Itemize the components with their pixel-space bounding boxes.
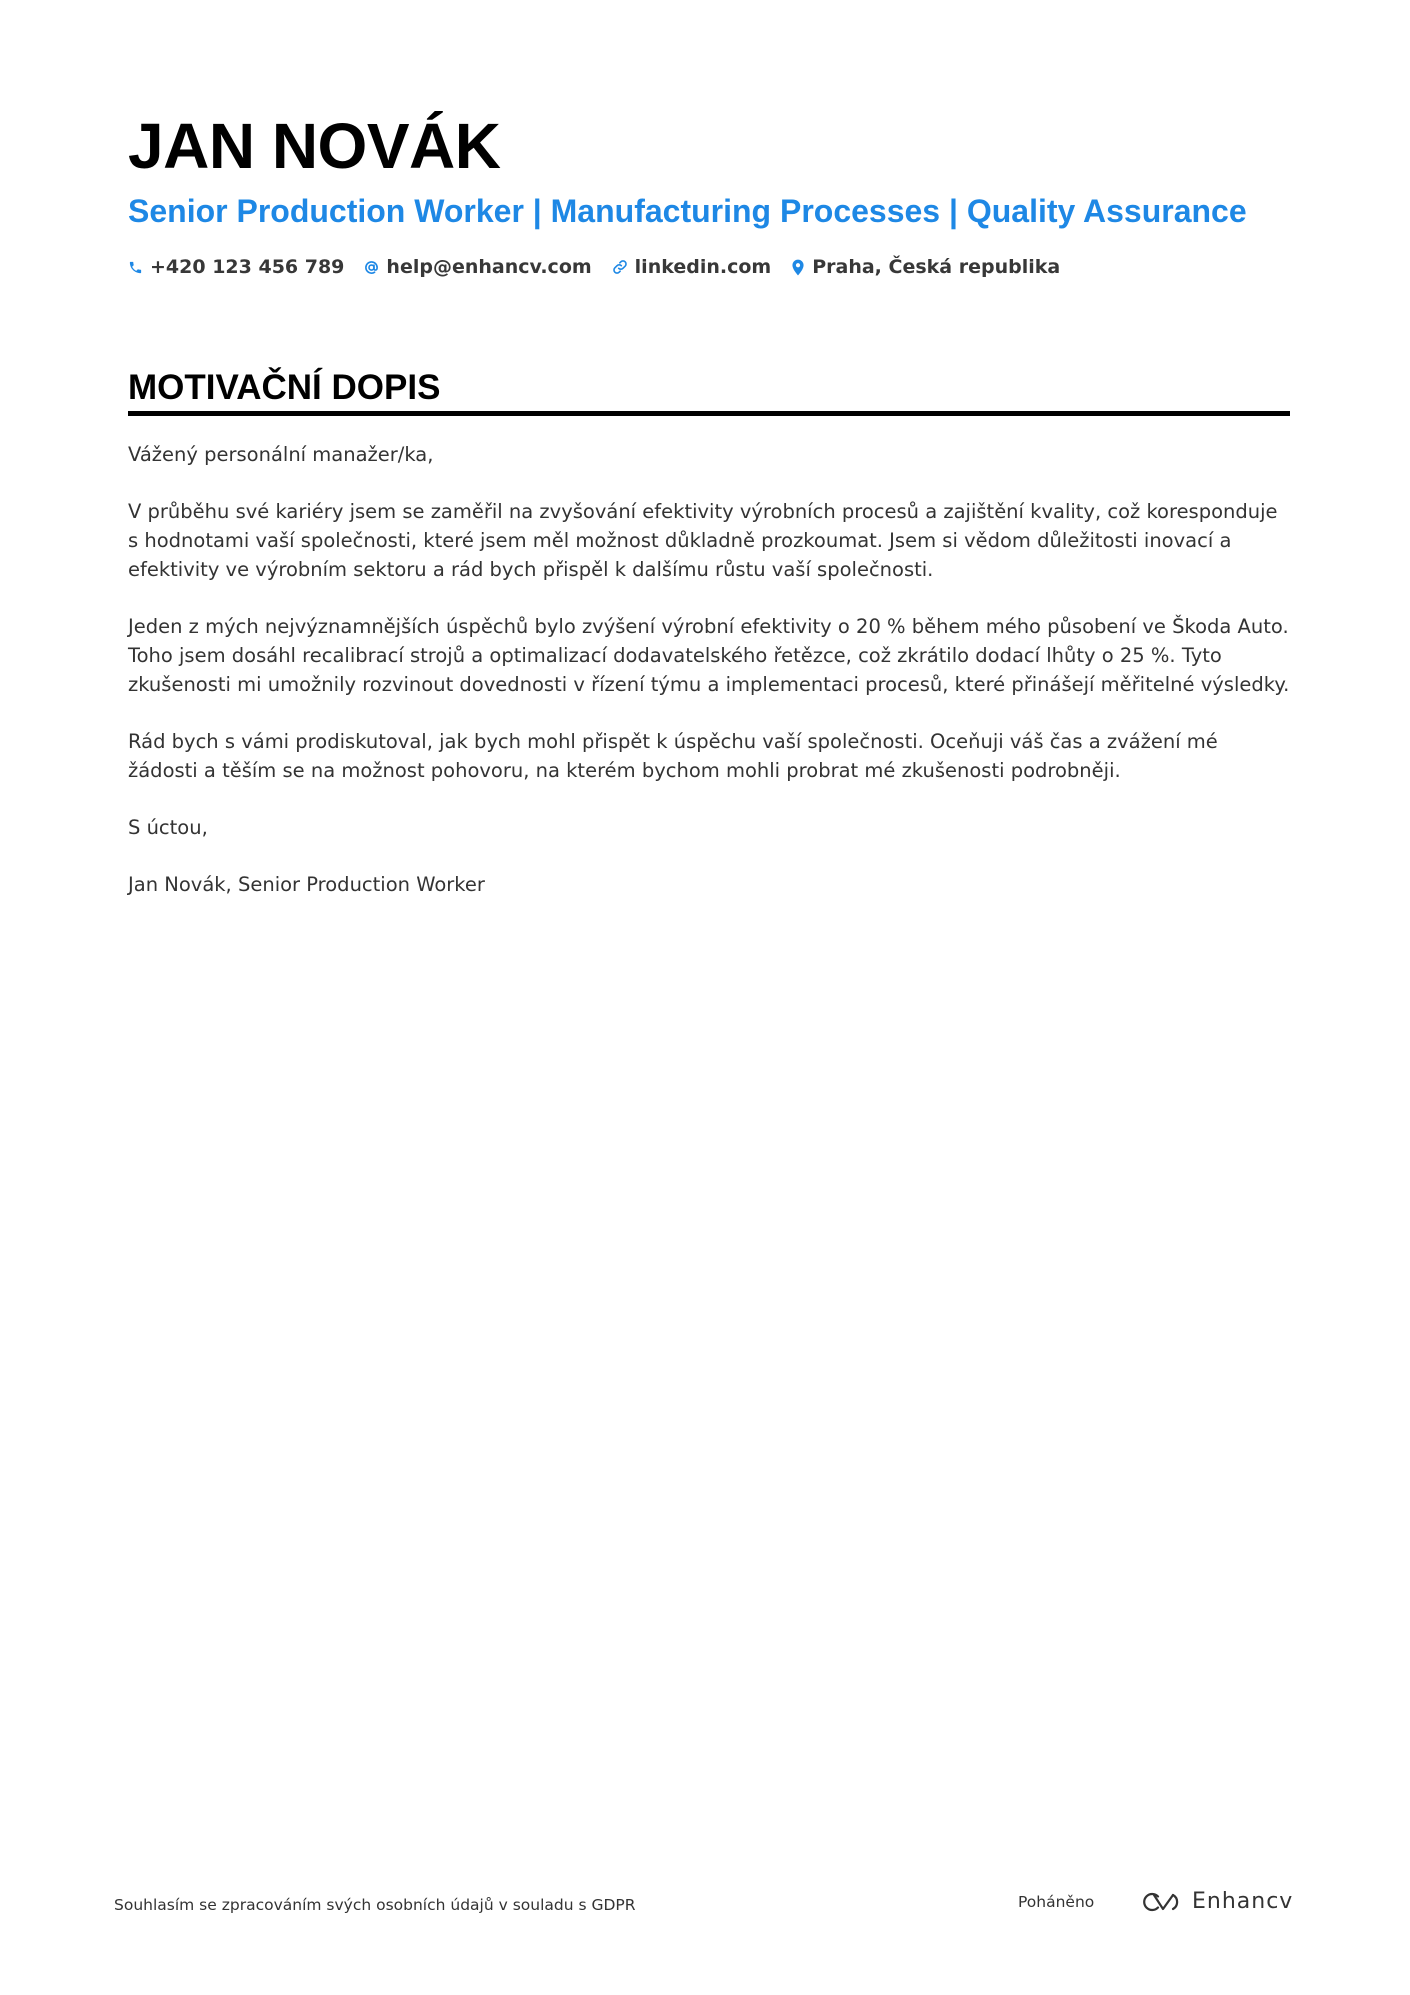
enhancv-logo-text: Enhancv <box>1192 1889 1294 1914</box>
letter-paragraph: Jeden z mých nejvýznamnějších úspěchů bylo zvýšení výrobní efektivity o 20 % během mého působení ve Škoda Auto. Toho jsem dosáhl recalibrací strojů a optimalizací dodavatelského řetězce, což zkrátilo dodací lhůty o 25 %. Tyto zkušenosti mi umožnily rozvinout dovednosti v řízení týmu a implementaci procesů, které přinášejí měřitelné výsledky. <box>128 615 1290 696</box>
letter-closing: S úctou, <box>128 816 208 839</box>
section-divider <box>128 411 1290 416</box>
contact-linkedin[interactable] <box>612 253 772 281</box>
at-icon <box>364 260 379 275</box>
enhancv-logo[interactable] <box>1138 1888 1293 1916</box>
contact-linkedin-text: linkedin.com <box>634 256 772 278</box>
letter-signature: Jan Novák, Senior Production Worker <box>128 873 485 896</box>
letter-salutation: Vážený personální manažer/ka, <box>128 443 434 466</box>
candidate-name: JAN NOVÁK <box>128 110 501 182</box>
powered-by-label: Poháněno <box>1018 1893 1095 1911</box>
letter-paragraph: V průběhu své kariéry jsem se zaměřil na zvyšování efektivity výrobních procesů a zajištění kvality, což koresponduje s hodnotami vaší společnosti, které jsem měl možnost důkladně prozkoumat. Jsem si vědom důležitosti inovací a efektivity ve výrobním sektoru a rád bych přispěl k dalšímu růstu vaší společnosti. <box>128 500 1278 581</box>
letter-body <box>128 440 1290 927</box>
gdpr-consent: Souhlasím se zpracováním svých osobních údajů v souladu s GDPR <box>114 1896 636 1914</box>
phone-icon <box>128 260 143 275</box>
enhancv-logo-icon <box>1138 1890 1184 1914</box>
link-icon <box>612 259 628 275</box>
letter-paragraph: Rád bych s vámi prodiskutoval, jak bych mohl přispět k úspěchu vaší společnosti. Oceňuji váš čas a zvážení mé žádosti a těším se na možnost pohovoru, na kterém bychom mohli probrat mé zkušenosti podrobněji. <box>128 730 1218 782</box>
location-pin-icon <box>791 259 805 276</box>
contact-bar <box>128 253 1060 281</box>
contact-email[interactable] <box>364 253 591 281</box>
contact-location-text: Praha, Česká republika <box>812 256 1061 278</box>
contact-phone-text: +420 123 456 789 <box>150 256 345 278</box>
contact-email-text: help@enhancv.com <box>386 256 592 278</box>
contact-phone[interactable] <box>128 253 344 281</box>
candidate-headline: Senior Production Worker | Manufacturing Processes | Quality Assurance <box>128 193 1247 229</box>
contact-location <box>791 253 1060 281</box>
section-title: MOTIVAČNÍ DOPIS <box>128 368 441 407</box>
